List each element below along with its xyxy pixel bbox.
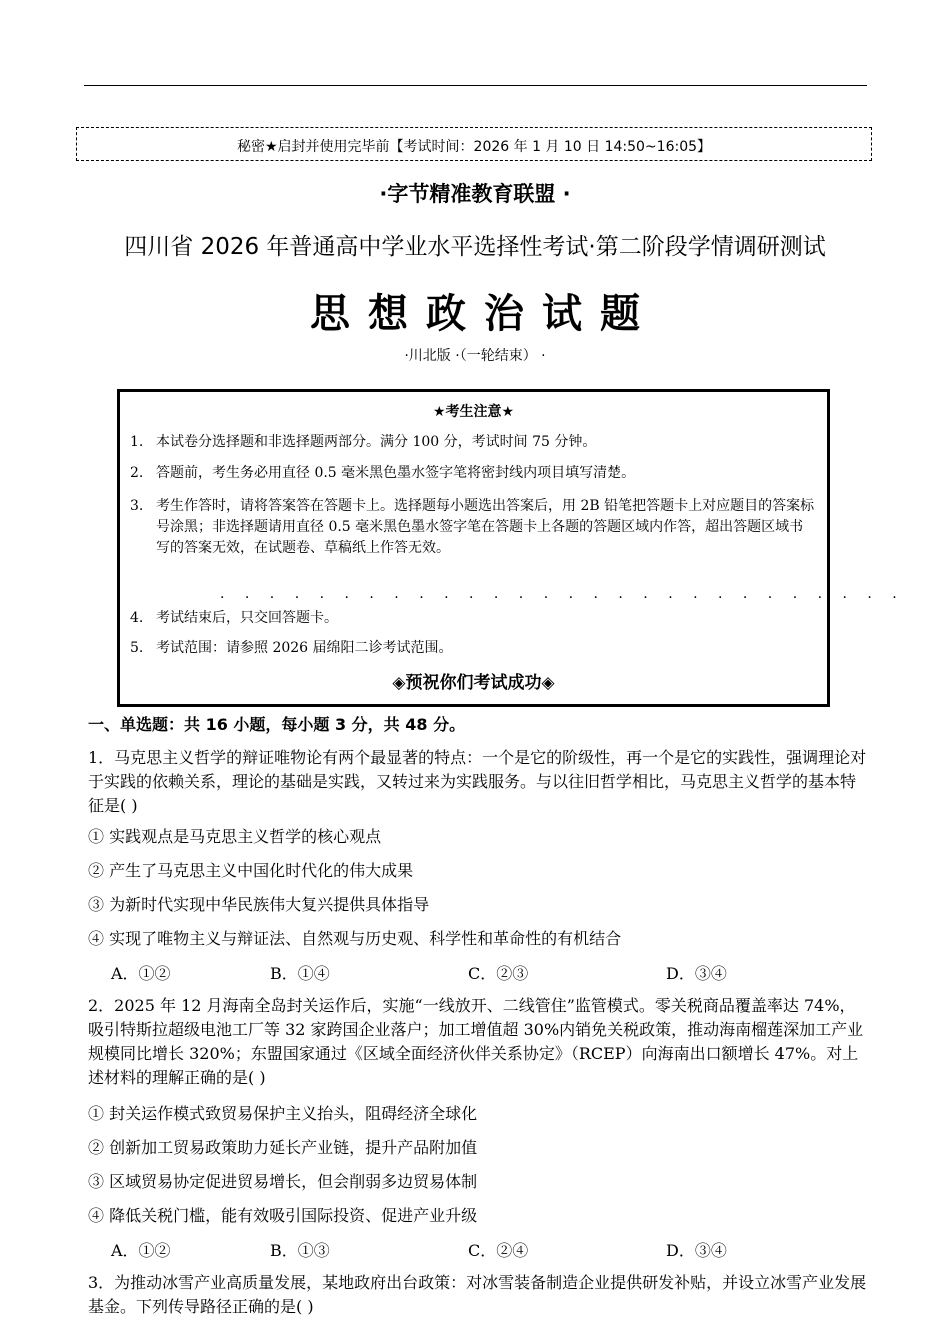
notice-item [130, 432, 817, 453]
notice-item-number: 5. [130, 640, 144, 656]
question-option: ④ 降低关税门槛，能有效吸引国际投资、促进产业升级 [88, 1206, 478, 1225]
notice-item-number: 3. [130, 498, 144, 514]
notice-item [130, 463, 817, 484]
secret-notice: 秘密★启封并使用完毕前【考试时间：2026 年 1 月 10 日 14:50~16:05】 [236, 139, 712, 155]
question-option: ① 实践观点是马克思主义哲学的核心观点 [88, 827, 382, 846]
notice-item-text: 考生作答时，请将答案答在答题卡上。选择题每小题选出答案后，用 2B 铅笔把答题卡上对应题目的答案标号涂黑；非选择题请用直径 0.5 毫米黑色墨水签字笔在答题卡上各题的答题区域内作答，超出答题区域书写的答案无效，在试题卷、草稿纸上作答无效。 [156, 498, 815, 556]
answer-choice-d: D．③④ [666, 1241, 727, 1260]
good-luck-message: ◈预祝你们考试成功◈ [392, 673, 555, 693]
notice-box [117, 389, 830, 707]
header-rule [84, 85, 867, 86]
question-option: ④ 实现了唯物主义与辩证法、自然观与历史观、科学性和革命性的有机结合 [88, 929, 622, 948]
notice-item [130, 638, 817, 659]
answer-choice-d: D．③④ [666, 964, 727, 983]
question-stem: 3．为推动冰雪产业高质量发展，某地政府出台政策：对冰雪装备制造企业提供研发补贴，并设立冰雪产业发展基金。下列传导路径正确的是( ) [88, 1273, 867, 1316]
answer-choice-b: B．①③ [270, 1241, 330, 1260]
notice-item-text: 考试范围：请参照 2026 届绵阳二诊考试范围。 [156, 640, 453, 656]
exam-title: 四川省 2026 年普通高中学业水平选择性考试·第二阶段学情调研测试 [124, 234, 826, 260]
answer-choice-b: B．①④ [270, 964, 330, 983]
question-option: ③ 区域贸易协定促进贸易增长，但会削弱多边贸易体制 [88, 1172, 478, 1191]
question-option: ② 创新加工贸易政策助力延长产业链，提升产品附加值 [88, 1138, 478, 1157]
section-title: 一、单选题：共 16 小题，每小题 3 分，共 48 分。 [88, 715, 466, 734]
question-stem: 2．2025 年 12 月海南全岛封关运作后，实施“一线放开、二线管住”监管模式。零关税商品覆盖率达 74%，吸引特斯拉超级电池工厂等 32 家跨国企业落户；加工增值超 30%内销免关税政策，推动海南榴莲深加工产业规模同比增长 320%；东盟国家通过《区域全面经济伙伴关系协定》（RCEP）向海南出口额增长 47%。对上述材料的理解正确的是( ) [88, 996, 864, 1087]
notice-item-number: 2. [130, 465, 144, 481]
notice-item [130, 608, 817, 629]
notice-item-number: 1. [130, 434, 144, 450]
secret-notice-box [76, 127, 872, 161]
notice-item-number: 4. [130, 610, 144, 626]
question-option: ① 封关运作模式致贸易保护主义抬头，阻碍经济全球化 [88, 1104, 478, 1123]
notice-item [130, 496, 817, 559]
notice-item-text: 答题前，考生务必用直径 0.5 毫米黑色墨水签字笔将密封线内项目填写清楚。 [156, 465, 636, 481]
answer-choice-c: C．②③ [468, 964, 529, 983]
question-option: ② 产生了马克思主义中国化时代化的伟大成果 [88, 861, 414, 880]
subject-title: 思想政治试题 [310, 291, 658, 337]
edition-label: ·川北版 ·（一轮结束） · [404, 348, 546, 364]
answer-choice-a: A．①② [111, 964, 171, 983]
question-option: ③ 为新时代实现中华民族伟大复兴提供具体指导 [88, 895, 430, 914]
notice-item-text: 本试卷分选择题和非选择题两部分。满分 100 分，考试时间 75 分钟。 [156, 434, 597, 450]
notice-item-text: 考试结束后，只交回答题卡。 [156, 610, 338, 626]
question-stem: 1．马克思主义哲学的辩证唯物论有两个最显著的特点：一个是它的阶级性，再一个是它的实践性，强调理论对于实践的依赖关系，理论的基础是实践，又转过来为实践服务。与以往旧哲学相比，马克思主义哲学的基本特征是( ) [88, 748, 867, 815]
answer-choice-c: C．②④ [468, 1241, 529, 1260]
alliance-name: ·字节精准教育联盟 · [379, 182, 571, 206]
notice-heading: ★考生注意★ [432, 404, 515, 420]
answer-choice-a: A．①② [111, 1241, 171, 1260]
dotted-separator: . . . . . . . . . . . . . . . . . . . . . . . . . . . . [220, 586, 905, 602]
